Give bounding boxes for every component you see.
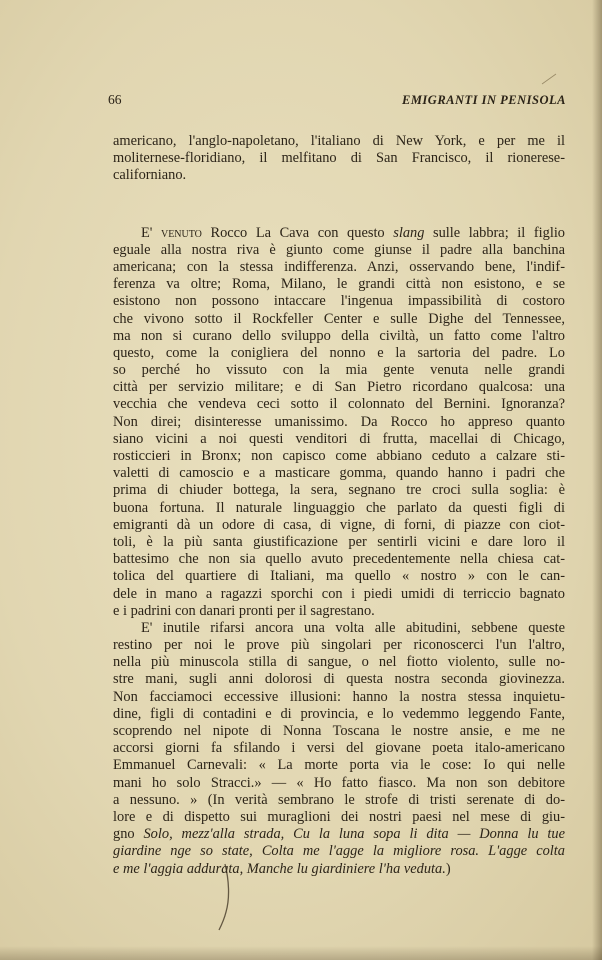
- text-line: moliternese-floridiano, il melfitano di San Francisco, il rionerese-: [113, 150, 565, 167]
- text-line-italic: [113, 843, 565, 860]
- slang-word: slang: [393, 224, 425, 241]
- page-edge-shadow: [592, 0, 602, 960]
- text-line-gno: [113, 826, 565, 843]
- paragraph-venuto: [113, 225, 565, 620]
- section-gap: [113, 185, 565, 225]
- text-line: esistono non possono intaccare l'ingenua impassibilità di costoro: [113, 293, 565, 310]
- text-line: ma non si curano dello sviluppo della civiltà, un fatto come l'altro: [113, 327, 565, 344]
- gno-prefix: gno: [113, 826, 144, 843]
- first-line-text-b: sulle labbra; il figlio: [424, 224, 566, 241]
- text-line: americana; con la stessa indifferenza. Anzi, osservando bene, l'indif-: [113, 258, 565, 275]
- text-line: battesimo che non sia quello avuto precedentemente nella chiesa cat-: [113, 551, 565, 568]
- text-line: nella più minuscola stilla di sangue, o nel fiotto violento, sulle no-: [113, 654, 565, 671]
- opening-paragraph: [113, 133, 565, 185]
- text-line-first: [113, 225, 565, 242]
- text-line: E' inutile rifarsi ancora una volta alle abitudini, sebbene queste: [141, 619, 565, 636]
- pen-stroke-mark-icon: [215, 862, 237, 932]
- text-line: dele in mano a ragazzi sporchi con i piedi umidi di terriccio bagnato: [113, 585, 565, 602]
- text-line: restino per noi le prove più singolari per riconoscerci l'un l'altro,: [113, 637, 565, 654]
- text-line: prima di chiuder bottega, la sera, segnano tre croci sulla soglia: è: [113, 482, 565, 499]
- text-line: Non facciamoci eccessive illusioni: hanno la nostra stessa inquietu-: [113, 688, 565, 705]
- text-line: rosticcieri in Bronx; non capisco come abbiano ceduto a calzare sti-: [113, 448, 565, 464]
- text-line: valetti di camoscio e a masticare gomma, quando hanno i padri che: [113, 465, 565, 482]
- text-line: emigranti dà un odore di casa, di vigne, di forni, di piazze con ciot-: [113, 516, 565, 533]
- text-line-italic: [113, 861, 565, 878]
- text-line: scoprendo nel nipote di Nonna Toscana le nostre ansie, e me ne: [113, 723, 565, 739]
- text-line: Emmanuel Carnevali: « La morte porta via le cose: Io qui nelle: [113, 757, 565, 774]
- dialect-verse: Solo, mezz'alla strada, Cu la luna sopa li dita — Donna lu tue: [143, 826, 565, 843]
- text-line: dine, figli di contadini e di provincia, e lo vedemmo leggendo Fante,: [113, 705, 565, 722]
- text-line: buona fortuna. Il naturale linguaggio che parlato da questi figli di: [113, 499, 565, 516]
- text-line: vecchia che vendeva ceci sotto il colonnato del Bernini. Ignoranza?: [113, 396, 565, 413]
- paragraph-inutile: [113, 620, 565, 878]
- text-line: accorsi giorni fa sfilando i versi del giovane poeta italo-americano: [113, 740, 565, 757]
- lead-initial: E': [141, 224, 161, 241]
- page-number: 66: [108, 92, 122, 107]
- lead-smallcaps-word: venuto: [160, 224, 202, 241]
- text-line: mani ho solo Stracci.» — « Ho fatto fiasco. Ma non son debitore: [113, 774, 565, 791]
- text-line: eguale alla nostra riva è giunto come giunse il padre alla banchina: [113, 241, 565, 258]
- dialect-verse: giardine nge so state, Colta me l'agge la migliore rosa. L'agge colta: [113, 843, 565, 860]
- text-line: tolica del quartiere di Italiani, ma quello « nostro » con le can-: [113, 568, 565, 585]
- text-line: toli, è la più santa giustificazione per sentirli vicini e dare loro il: [113, 533, 565, 550]
- text-line: Non direi; disinteresse umanissimo. Da Rocco ho appreso quanto: [113, 413, 565, 430]
- closing-paren: ): [445, 860, 451, 877]
- text-line: so perché ho vissuto con la mia gente venuta nelle grandi: [113, 362, 565, 379]
- text-line: che vivono sotto il Rockfeller Center e sulle Dighe del Tennessee,: [113, 310, 565, 327]
- dialect-verse: e me l'aggia addurata, Manche lu giardiniere l'ha veduta.: [113, 860, 446, 877]
- text-line: ferenza va oltre; Roma, Milano, le grandi città non esistono, e se: [113, 276, 565, 293]
- text-line: siano vicini a noi questi venditori di frutta, macellai di Chicago,: [113, 430, 565, 447]
- text-line: città per servizio militare; e di San Pietro ricordano qualcosa: una: [113, 379, 565, 396]
- text-line: lore e di dispetto sui muraglioni dei nostri paesi nel mese di giu-: [113, 808, 565, 825]
- text-line: a nessuno. » (In verità sembrano le strofe di tristi serenate di do-: [113, 791, 565, 808]
- text-line: californiano.: [113, 167, 187, 184]
- text-line: stre mani, sugli anni dolorosi di questa nostra seconda giovinezza.: [113, 671, 565, 688]
- pencil-mark-icon: [540, 72, 558, 86]
- text-line: americano, l'anglo-napoletano, l'italiano di New York, e per me il: [113, 133, 565, 149]
- first-line-text-a: Rocco La Cava con questo: [201, 224, 394, 241]
- running-title: EMIGRANTI IN PENISOLA: [401, 93, 566, 107]
- body-text: [113, 133, 565, 878]
- text-line: questo, come la conigliera del nonno e la sartoria del padre. Lo: [113, 344, 565, 361]
- page-bottom-shadow: [0, 946, 602, 960]
- text-line: e i padrini con danari pronti per il sagrestano.: [113, 602, 375, 619]
